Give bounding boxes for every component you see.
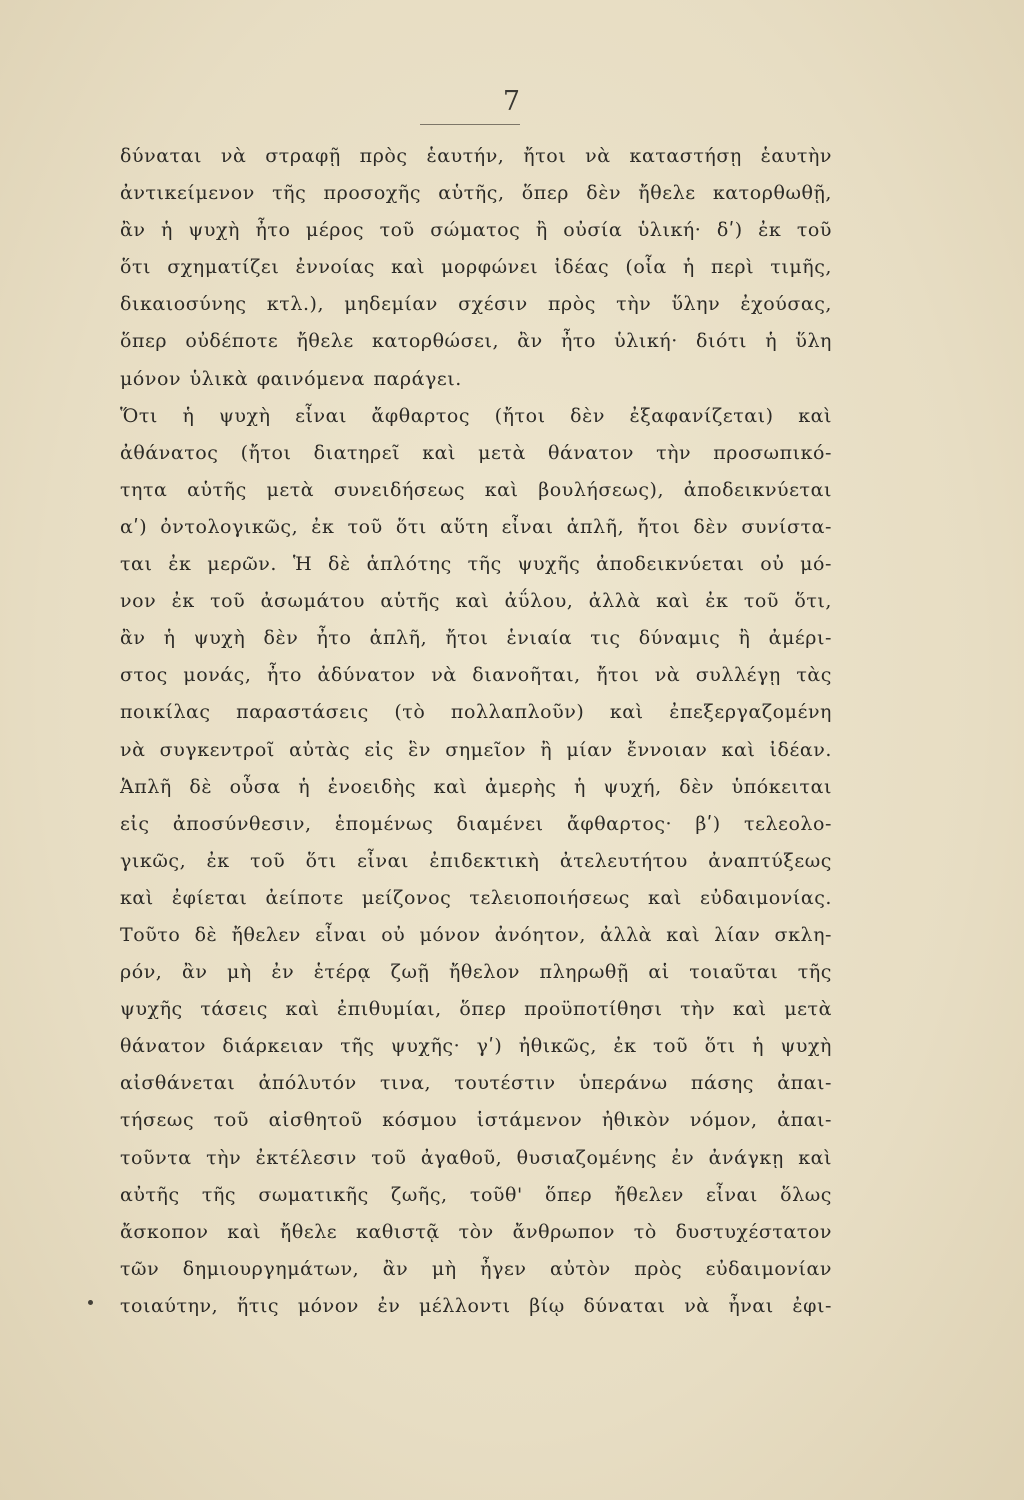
text-line: τήσεως τοῦ αἰσθητοῦ κόσμου ἱστάμενον ἠθικὸν νόμον, ἀπαι- (120, 1109, 832, 1132)
text-line: τοιαύτην, ἥτις μόνον ἐν μέλλοντι βίῳ δύναται νὰ ἦναι ἐφι- (120, 1294, 832, 1317)
text-line: Ὅτι ἡ ψυχὴ εἶναι ἄφθαρτος (ἤτοι δὲν ἐξαφανίζεται) καὶ (120, 404, 832, 427)
page-number: 7 (502, 86, 522, 117)
text-line: ὅτι σχηματίζει ἐννοίας καὶ μορφώνει ἰδέας (οἷα ἡ περὶ τιμῆς, (120, 256, 832, 279)
text-line: ὅπερ οὐδέποτε ἤθελε κατορθώσει, ἂν ἦτο ὑλική· διότι ἡ ὕλη (120, 330, 832, 353)
text-line: γικῶς, ἐκ τοῦ ὅτι εἶναι ἐπιδεκτικὴ ἀτελευτήτου ἀναπτύξεως (120, 849, 832, 872)
text-line: εἰς ἀποσύνθεσιν, ἑπομένως διαμένει ἄφθαρτος· βʹ) τελεολο- (120, 812, 832, 835)
text-line: μόνον ὑλικὰ φαινόμενα παράγει. (120, 367, 462, 390)
text-line: τοῦντα τὴν ἐκτέλεσιν τοῦ ἀγαθοῦ, θυσιαζομένης ἐν ἀνάγκῃ καὶ (120, 1146, 832, 1169)
header-rule (420, 124, 520, 125)
text-line: ψυχῆς τάσεις καὶ ἐπιθυμίαι, ὅπερ προϋποτίθησι τὴν καὶ μετὰ (120, 998, 832, 1021)
text-line: ἂν ἡ ψυχὴ ἦτο μέρος τοῦ σώματος ἢ οὐσία ὑλική· δʹ) ἐκ τοῦ (120, 219, 832, 242)
text-line: ἂν ἡ ψυχὴ δὲν ἦτο ἁπλῆ, ἤτοι ἑνιαία τις δύναμις ἢ ἀμέρι- (120, 627, 832, 650)
text-line: δύναται νὰ στραφῇ πρὸς ἑαυτήν, ἤτοι νὰ καταστήσῃ ἑαυτὴν (120, 145, 832, 167)
text-line: αὐτῆς τῆς σωματικῆς ζωῆς, τοῦθ' ὅπερ ἤθελεν εἶναι ὅλως (120, 1183, 832, 1206)
text-line: νὰ συγκεντροῖ αὐτὰς εἰς ἓν σημεῖον ἢ μίαν ἔννοιαν καὶ ἰδέαν. (120, 738, 832, 761)
text-line: νον ἐκ τοῦ ἀσωμάτου αὑτῆς καὶ ἀΰλου, ἀλλὰ καὶ ἐκ τοῦ ὅτι, (120, 590, 832, 613)
text-line: τητα αὑτῆς μετὰ συνειδήσεως καὶ βουλήσεως), ἀποδεικνύεται (120, 478, 832, 501)
text-line: θάνατον διάρκειαν τῆς ψυχῆς· γʹ) ἠθικῶς, ἐκ τοῦ ὅτι ἡ ψυχὴ (120, 1035, 832, 1058)
text-line: τῶν δημιουργημάτων, ἂν μὴ ἦγεν αὐτὸν πρὸς εὐδαιμονίαν (120, 1257, 832, 1280)
text-line: αʹ) ὀντολογικῶς, ἐκ τοῦ ὅτι αὕτη εἶναι ἁπλῆ, ἤτοι δὲν συνίστα- (120, 515, 832, 538)
text-line: ἄσκοπον καὶ ἤθελε καθιστᾷ τὸν ἄνθρωπον τὸ δυστυχέστατον (120, 1220, 832, 1243)
text-line: ρόν, ἂν μὴ ἐν ἑτέρᾳ ζωῇ ἤθελον πληρωθῇ αἱ τοιαῦται τῆς (120, 961, 832, 984)
text-line: αἰσθάνεται ἀπόλυτόν τινα, τουτέστιν ὑπεράνω πάσης ἀπαι- (120, 1072, 832, 1095)
text-line: ἀθάνατος (ἤτοι διατηρεῖ καὶ μετὰ θάνατον τὴν προσωπικό- (120, 441, 832, 464)
text-line: ποικίλας παραστάσεις (τὸ πολλαπλοῦν) καὶ ἐπεξεργαζομένη (120, 701, 832, 724)
body-text (120, 138, 832, 1325)
text-line: Ἁπλῆ δὲ οὖσα ἡ ἑνοειδὴς καὶ ἀμερὴς ἡ ψυχή, δὲν ὑπόκειται (120, 775, 832, 798)
text-line: ται ἐκ μερῶν. Ἡ δὲ ἁπλότης τῆς ψυχῆς ἀποδεικνύεται οὐ μό- (120, 553, 832, 576)
text-line: ἀντικείμενον τῆς προσοχῆς αὑτῆς, ὅπερ δὲν ἤθελε κατορθωθῇ, (120, 182, 832, 205)
text-line: δικαιοσύνης κτλ.), μηδεμίαν σχέσιν πρὸς τὴν ὕλην ἐχούσας, (120, 293, 832, 316)
text-line: στος μονάς, ἦτο ἀδύνατον νὰ διανοῆται, ἤτοι νὰ συλλέγῃ τὰς (120, 664, 832, 687)
text-line: καὶ ἐφίεται ἀείποτε μείζονος τελειοποιήσεως καὶ εὐδαιμονίας. (120, 886, 832, 909)
margin-ink-dot (88, 1300, 93, 1305)
text-line: Τοῦτο δὲ ἤθελεν εἶναι οὐ μόνον ἀνόητον, ἀλλὰ καὶ λίαν σκλη- (120, 923, 832, 946)
